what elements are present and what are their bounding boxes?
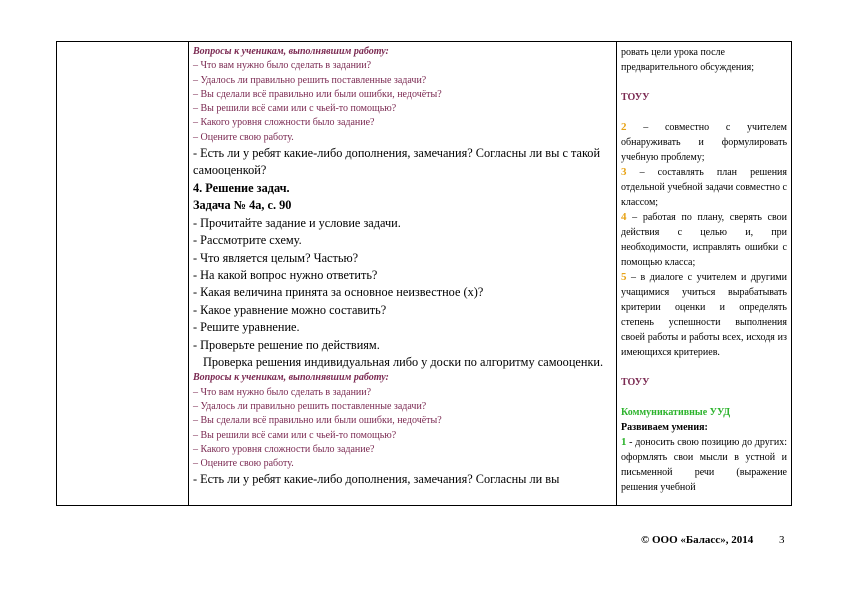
section-title: 4. Решение задач. [193, 180, 290, 195]
skill-item-5 [621, 270, 787, 360]
question-item: – Какого уровня сложности было задание? [193, 117, 375, 129]
step-item: - Какое уравнение можно составить? [193, 302, 387, 317]
addition-question-2: - Есть ли у ребят какие-либо дополнения, замечания? Согласны ли вы [193, 472, 560, 487]
copyright: © ООО «Баласс», 2014 [641, 534, 754, 546]
skill-item-3 [621, 165, 787, 210]
step-item: - Решите уравнение. [193, 320, 300, 335]
skill-item-1 [621, 435, 787, 495]
skill-text: - доносить свою позицию до других: оформлять свои мысли в устной и письменной речи (выражение решения учебной [621, 437, 787, 493]
question-item: – Вы сделали всё правильно или были ошибки, недочёты? [193, 415, 442, 427]
skill-number: 1 [621, 436, 627, 448]
heading-communicative: Коммуникативные УУД [621, 407, 731, 418]
addition-question: - Есть ли у ребят какие-либо дополнения, замечания? Согласны ли вы с такой самооценкой? [193, 146, 601, 178]
heading-touu: ТОУУ [621, 92, 650, 103]
lesson-table [56, 41, 792, 506]
question-item: – Оцените свою работу. [193, 131, 294, 143]
develop-label: Развиваем умения: [621, 422, 708, 433]
step-item: - Прочитайте задание и условие задачи. [193, 215, 401, 230]
question-item: – Вы решили всё сами или с чьей-то помощью? [193, 103, 397, 115]
question-item: – Оцените свою работу. [193, 458, 294, 470]
skill-number: 4 [621, 211, 627, 223]
skill-text: – работая по плану, сверять свои действия с целью и, при необходимости, исправлять ошибки с помощью класса; [621, 212, 787, 268]
step-item: - Рассмотрите схему. [193, 233, 302, 248]
skill-number: 5 [621, 271, 627, 283]
step-item: - Что является целым? Частью? [193, 250, 359, 265]
question-item: – Удалось ли правильно решить поставленные задачи? [193, 400, 427, 412]
heading-touu-2: ТОУУ [621, 377, 650, 388]
question-item: – Какого уровня сложности было задание? [193, 443, 375, 455]
stage-column [57, 42, 189, 505]
teacher-activity-column [189, 42, 617, 505]
intro-line: ровать цели урока после [621, 47, 725, 58]
page-number: 3 [779, 534, 785, 546]
uud-column [617, 42, 791, 505]
question-item: – Что вам нужно было сделать в задании? [193, 386, 372, 398]
skill-item-2 [621, 120, 787, 165]
intro-line: предварительного обсуждения; [621, 62, 754, 73]
skill-text: – составлять план решения отдельной учебной задачи совместно с классом; [621, 167, 787, 208]
skill-text: – в диалоге с учителем и другими учащимися учиться вырабатывать критерии оценки и определять степень успешности выполнения своей работы и работы всех, исходя из имеющихся критериев. [621, 272, 787, 358]
skill-item-4 [621, 210, 787, 270]
skill-number: 3 [621, 166, 627, 178]
step-item: - Какая величина принята за основное неизвестное (х)? [193, 285, 484, 300]
skill-text: – совместно с учителем обнаруживать и формулировать учебную проблему; [621, 122, 787, 163]
question-item: – Вы решили всё сами или с чьей-то помощью? [193, 429, 397, 441]
check-text: Проверка решения индивидуальная либо у доски по алгоритму самооценки. [203, 354, 604, 369]
question-item: – Вы сделали всё правильно или были ошибки, недочёты? [193, 88, 442, 100]
skill-number: 2 [621, 121, 627, 133]
task-title: Задача № 4а, с. 90 [193, 198, 292, 213]
step-item: - На какой вопрос нужно ответить? [193, 267, 378, 282]
questions-header-2: Вопросы к ученикам, выполнявшим работу: [193, 372, 389, 384]
question-item: – Что вам нужно было сделать в задании? [193, 60, 372, 72]
questions-header: Вопросы к ученикам, выполнявшим работу: [193, 46, 389, 57]
question-item: – Удалось ли правильно решить поставленные задачи? [193, 74, 427, 86]
step-item: - Проверьте решение по действиям. [193, 337, 380, 352]
